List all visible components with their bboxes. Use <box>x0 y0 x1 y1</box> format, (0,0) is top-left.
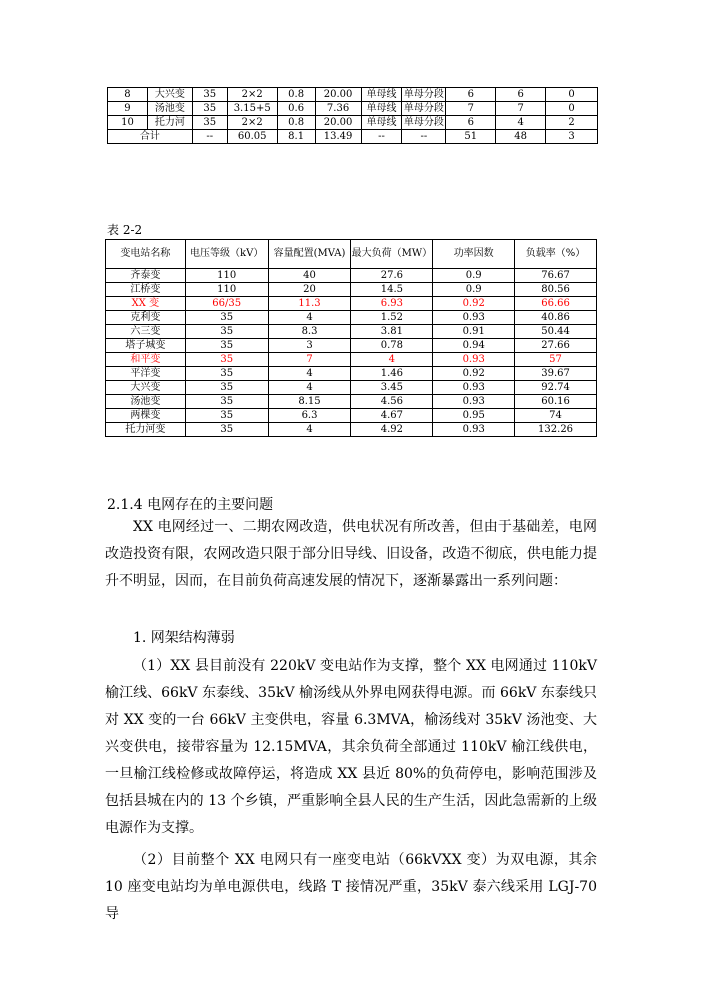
substation-table-continued <box>107 87 598 144</box>
section-heading: 2.1.4 电网存在的主要问题 <box>107 497 274 513</box>
table-row: 汤池变 35 8.15 4.56 0.93 60.16 <box>106 395 597 409</box>
table-row-highlighted: 和平变 35 7 4 0.93 57 <box>106 353 597 367</box>
table-row: 塔子城变 35 3 0.78 0.94 27.66 <box>106 339 597 353</box>
table-row: 大兴变 35 4 3.45 0.93 92.74 <box>106 381 597 395</box>
paragraph-1: （1）XX 县目前没有 220kV 变电站作为支撑，整个 XX 电网通过 110kV 榆江线、66kV 东泰线、35kV 榆汤线从外界电网获得电源。而 66kV 东泰线只对 XX 变的一台 66kV 主变供电，容量 6.3MVA，榆汤线对 35kV 汤池变、大兴变供电，接带容量为 12.15MVA，其余负荷全部通过 110kV 榆江线供电，一旦榆江线检修或故障停运，将造成 XX 县近 80%的负荷停电，影响范围涉及包括县城在内的 13 个乡镇，严重影响全县人民的生产生活，因此急需新的上级电源作为支撑。 <box>105 658 597 836</box>
table-row: 齐泰变 110 40 27.6 0.9 76.67 <box>106 269 597 283</box>
table-row: 8 大兴变 35 2×2 0.8 20.00 单母线 单母分段 6 6 0 <box>108 88 598 102</box>
table-row: 10 托力河 35 2×2 0.8 20.00 单母线 单母分段 6 4 2 <box>108 116 598 130</box>
table-row-highlighted: XX 变 66/35 11.3 6.93 0.92 66.66 <box>106 297 597 311</box>
paragraph-2: （2）目前整个 XX 电网只有一座变电站（66kVXX 变）为双电源，其余 10 座变电站均为单电源供电，线路 T 接情况严重，35kV 泰六线采用 LGJ-70 导 <box>105 852 597 922</box>
column-header: 最大负荷（MW） <box>351 240 433 269</box>
table-row: 六三变 35 8.3 3.81 0.91 50.44 <box>106 325 597 339</box>
subsection-heading: 1. 网架结构薄弱 <box>133 630 235 646</box>
column-header: 负载率（%） <box>515 240 597 269</box>
table-row: 江桥变 110 20 14.5 0.9 80.56 <box>106 283 597 297</box>
table-row: 克利变 35 4 1.52 0.93 40.86 <box>106 311 597 325</box>
column-header: 容量配置(MVA) <box>268 240 351 269</box>
table-row: 平洋变 35 4 1.46 0.92 39.67 <box>106 367 597 381</box>
table-caption: 表 2-2 <box>107 223 143 237</box>
table-total-row: 合计 -- 60.05 8.1 13.49 -- -- 51 48 3 <box>108 130 598 144</box>
table-row: 两棵变 35 6.3 4.67 0.95 74 <box>106 409 597 423</box>
column-header: 功率因数 <box>433 240 515 269</box>
table-row: 托力河变 35 4 4.92 0.93 132.26 <box>106 423 597 437</box>
table-header-row <box>106 240 597 269</box>
substation-load-table <box>105 239 597 437</box>
column-header: 电压等级（kV） <box>185 240 268 269</box>
table-row: 9 汤池变 35 3.15+5 0.6 7.36 单母线 单母分段 7 7 0 <box>108 102 598 116</box>
intro-paragraph: XX 电网经过一、二期农网改造，供电状况有所改善，但由于基础差，电网改造投资有限，农网改造只限于部分旧导线、旧设备，改造不彻底，供电能力提升不明显，因而，在目前负荷高速发展的情况下，逐渐暴露出一系列问题： <box>105 519 597 589</box>
column-header: 变电站名称 <box>106 240 186 269</box>
